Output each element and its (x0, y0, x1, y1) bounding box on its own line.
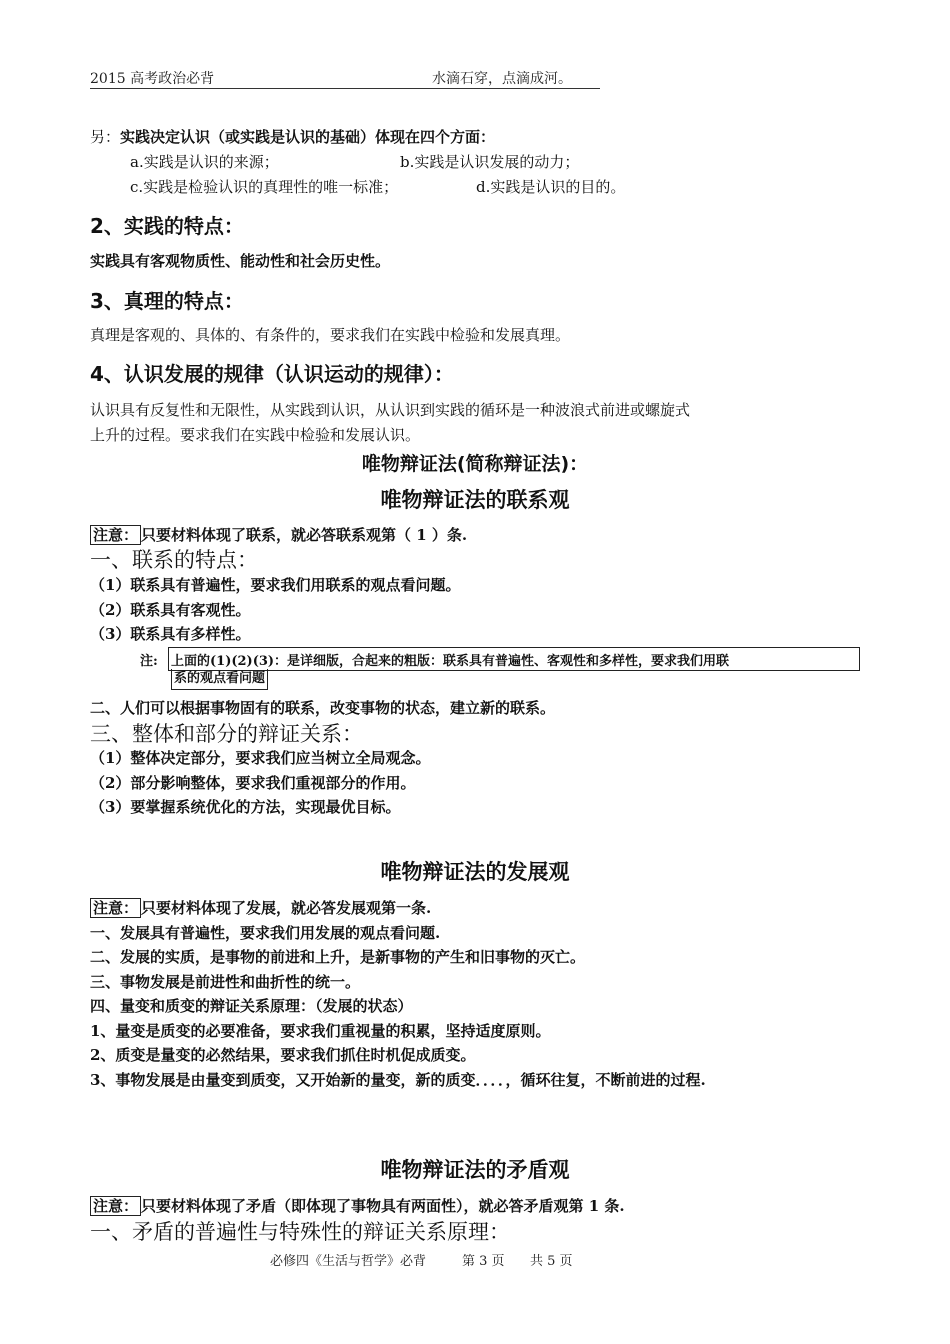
footer-total: 共 5 页 (530, 1254, 573, 1269)
intro-item-c: c.实践是检验认识的真理性的唯一标准； (130, 178, 399, 196)
connection-h2: 二、人们可以根据事物固有的联系，改变事物的状态，建立新的联系。 (90, 699, 556, 717)
header-divider (90, 88, 600, 89)
development-line-4: 四、量变和质变的辩证关系原理：（发展的状态） (90, 997, 413, 1015)
development-line-7: 3、事物发展是由量变到质变，又开始新的量变，新的质变．．．．，循环往复，不断前进的过程. (90, 1071, 706, 1089)
section-2-heading: 2、实践的特点： (90, 214, 244, 238)
connection-whole-2: （2）部分影响整体，要求我们重视部分的作用。 (90, 774, 416, 792)
small-note-label: 注: (140, 654, 158, 669)
intro-lead-bold: 实践决定认识（或实践是认识的基础）体现在四个方面： (120, 128, 496, 146)
intro-item-a: a.实践是认识的来源； (130, 153, 279, 171)
development-note-label: 注意： (90, 898, 141, 918)
header-right: 水滴石穿，点滴成河。 (432, 71, 572, 87)
intro-line (90, 126, 495, 147)
connection-item-2: （2）联系具有客观性。 (90, 601, 251, 619)
connection-item-3: （3）联系具有多样性。 (90, 625, 251, 643)
section-2-body: 实践具有客观物质性、能动性和社会历史性。 (90, 252, 391, 270)
connection-whole-3: （3）要掌握系统优化的方法，实现最优目标。 (90, 798, 401, 816)
development-note-text: 只要材料体现了发展，就必答发展观第一条. (141, 899, 432, 917)
development-note (90, 897, 431, 918)
contradiction-note (90, 1195, 625, 1216)
section-3-heading: 3、真理的特点： (90, 289, 244, 313)
connection-title: 唯物辩证法的联系观 (380, 488, 570, 512)
development-line-2: 二、发展的实质，是事物的前进和上升，是新事物的产生和旧事物的灭亡。 (90, 948, 586, 966)
connection-note (90, 524, 467, 545)
footer-page: 第 3 页 (462, 1254, 505, 1269)
small-note-line1: 上面的(1)(2)(3)：是详细版，合起来的粗版：联系具有普遍性、客观性和多样性，要求我们用联 (171, 654, 730, 669)
section-4-heading: 4、认识发展的规律（认识运动的规律）： (90, 362, 454, 386)
development-title: 唯物辩证法的发展观 (380, 860, 570, 884)
connection-item-1: （1）联系具有普遍性，要求我们用联系的观点看问题。 (90, 576, 461, 594)
intro-lead: 另： (90, 128, 121, 146)
connection-note-label: 注意： (90, 525, 141, 545)
connection-note-text: 只要材料体现了联系，就必答联系观第（ 1 ）条. (141, 526, 468, 544)
connection-h1: 一、联系的特点： (90, 548, 258, 572)
small-note-line2: 系的观点看问题 (171, 669, 268, 690)
dialectics-title: 唯物辩证法(简称辩证法)： (361, 453, 589, 475)
footer-book: 必修四《生活与哲学》必背 (270, 1254, 427, 1269)
header-left: 2015 高考政治必背 (90, 71, 215, 87)
contradiction-note-text: 只要材料体现了矛盾（即体现了事物具有两面性），就必答矛盾观第 1 条. (141, 1197, 625, 1215)
connection-h3: 三、整体和部分的辩证关系： (90, 722, 363, 746)
section-4-body-line2: 上升的过程。要求我们在实践中检验和发展认识。 (90, 426, 421, 444)
development-line-6: 2、质变是量变的必然结果，要求我们抓住时机促成质变。 (90, 1046, 476, 1064)
contradiction-h1: 一、矛盾的普遍性与特殊性的辩证关系原理： (90, 1220, 510, 1244)
development-line-1: 一、发展具有普遍性，要求我们用发展的观点看问题. (90, 924, 441, 942)
development-line-3: 三、事物发展是前进性和曲折性的统一。 (90, 973, 361, 991)
development-line-5: 1、量变是质变的必要准备，要求我们重视量的积累，坚持适度原则。 (90, 1022, 551, 1040)
section-4-body-line1: 认识具有反复性和无限性，从实践到认识，从认识到实践的循环是一种波浪式前进或螺旋式 (90, 401, 691, 419)
connection-whole-1: （1）整体决定部分，要求我们应当树立全局观念。 (90, 749, 431, 767)
contradiction-title: 唯物辩证法的矛盾观 (380, 1158, 570, 1182)
intro-item-d: d.实践是认识的目的。 (476, 178, 626, 196)
contradiction-note-label: 注意： (90, 1196, 141, 1216)
intro-item-b: b.实践是认识发展的动力； (400, 153, 580, 171)
section-3-body: 真理是客观的、具体的、有条件的，要求我们在实践中检验和发展真理。 (90, 326, 571, 344)
